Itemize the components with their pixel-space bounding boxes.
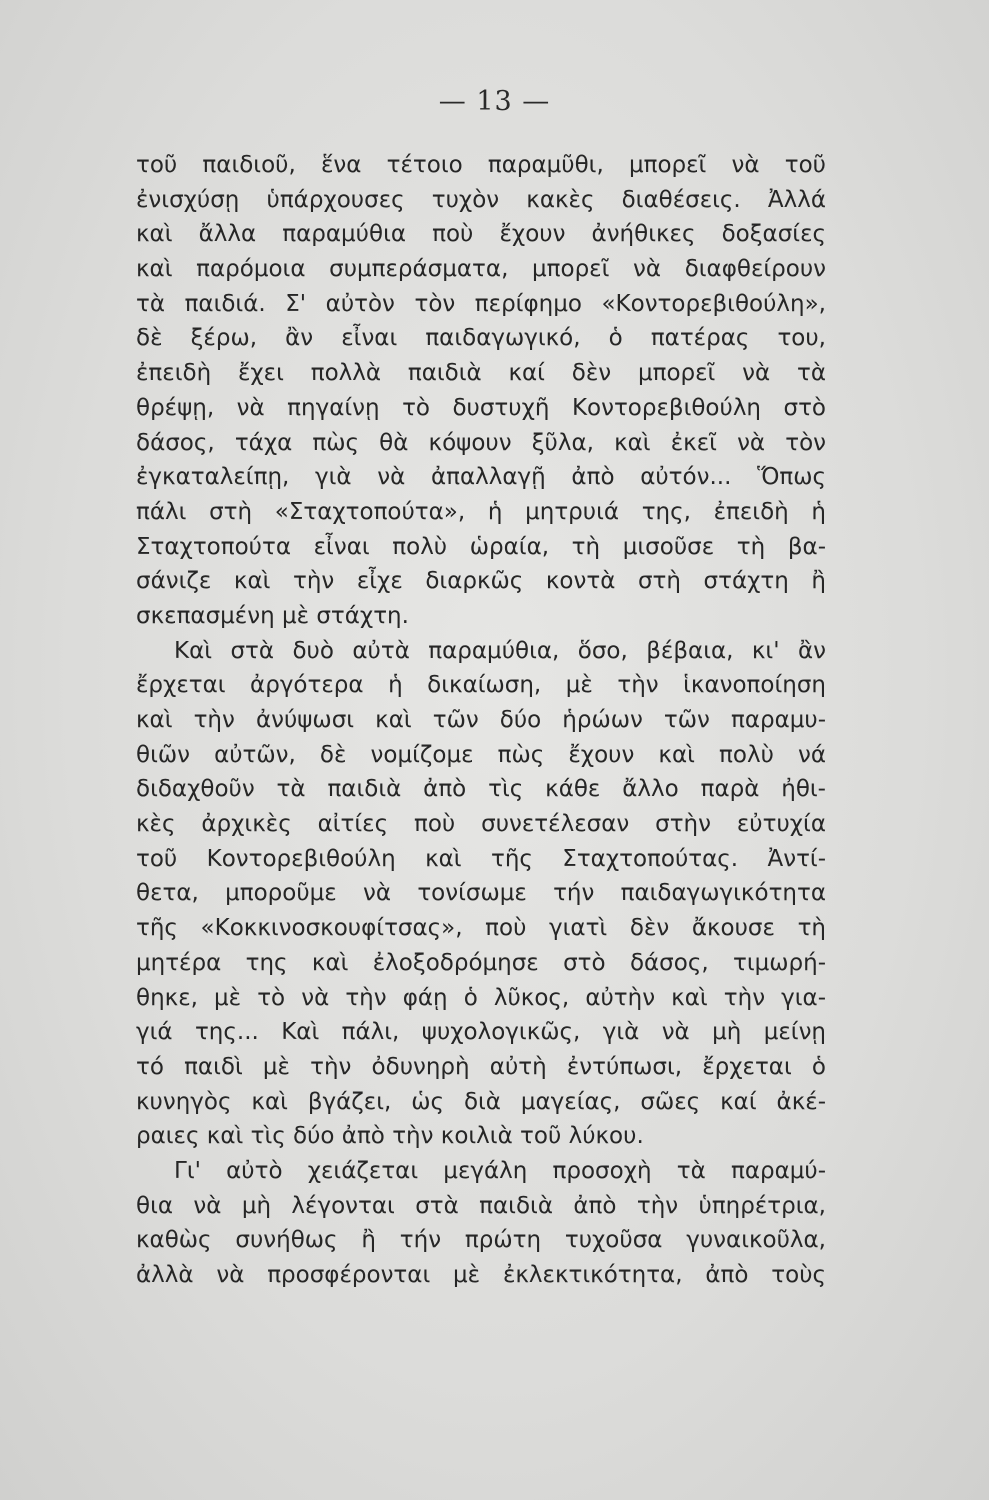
text-line: δὲ ξέρω, ἂν εἶναι παιδαγωγικό, ὁ πατέρας του, bbox=[136, 325, 826, 352]
text-line: κυνηγὸς καὶ βγάζει, ὡς διὰ μαγείας, σῶες καί ἀκέ- bbox=[136, 1088, 826, 1115]
text-line: δάσος, τάχα πὼς θὰ κόψουν ξῦλα, καὶ ἐκεῖ νὰ τὸν bbox=[136, 429, 826, 456]
text-line: καὶ τὴν ἀνύψωσι καὶ τῶν δύο ἡρώων τῶν παραμυ- bbox=[136, 707, 826, 733]
text-line: θηκε, μὲ τὸ νὰ τὴν φάῃ ὁ λῦκος, αὐτὴν καὶ τὴν για- bbox=[136, 984, 826, 1011]
body-text bbox=[136, 148, 826, 1293]
text-line: καθὼς συνήθως ἢ τήν πρώτη τυχοῦσα γυναικοῦλα, bbox=[136, 1227, 826, 1254]
text-line: ἐγκαταλείπῃ, γιὰ νὰ ἀπαλλαγῇ ἀπὸ αὐτόν... Ὅπως bbox=[136, 464, 826, 491]
text-line: ραιες καὶ τὶς δύο ἀπὸ τὴν κοιλιὰ τοῦ λύκου. bbox=[136, 1123, 644, 1150]
text-line: τοῦ Κοντορεβιθούλη καὶ τῆς Σταχτοπούτας. Ἀντί- bbox=[136, 845, 826, 872]
text-line: καὶ ἄλλα παραμύθια ποὺ ἔχουν ἀνήθικες δοξασίες bbox=[136, 221, 826, 248]
text-line: θιῶν αὐτῶν, δὲ νομίζομε πὼς ἔχουν καὶ πολὺ νά bbox=[136, 741, 826, 768]
text-line: ἀλλὰ νὰ προσφέρονται μὲ ἐκλεκτικότητα, ἀπὸ τοὺς bbox=[136, 1262, 826, 1288]
text-line: Καὶ στὰ δυὸ αὐτὰ παραμύθια, ὅσο, βέβαια, κι' ἂν bbox=[174, 637, 826, 664]
text-line: διδαχθοῦν τὰ παιδιὰ ἀπὸ τὶς κάθε ἄλλο παρὰ ἠθι- bbox=[136, 776, 826, 803]
text-line: θια νὰ μὴ λέγονται στὰ παιδιὰ ἀπὸ τὴν ὑπηρέτρια, bbox=[136, 1192, 826, 1219]
text-line: Γι' αὐτὸ χειάζεται μεγάλη προσοχὴ τὰ παραμύ- bbox=[174, 1157, 826, 1184]
text-line: κὲς ἀρχικὲς αἰτίες ποὺ συνετέλεσαν στὴν εὐτυχία bbox=[136, 811, 826, 838]
text-line: γιά της... Καὶ πάλι, ψυχολογικῶς, γιὰ νὰ μὴ μείνῃ bbox=[136, 1019, 826, 1046]
text-line: τοῦ παιδιοῦ, ἕνα τέτοιο παραμῦθι, μπορεῖ νὰ τοῦ bbox=[136, 152, 826, 178]
page-number: — 13 — bbox=[438, 86, 551, 117]
text-line: ἔρχεται ἀργότερα ἡ δικαίωση, μὲ τὴν ἱκανοποίηση bbox=[136, 672, 826, 699]
text-line: τὰ παιδιά. Σ' αὐτὸν τὸν περίφημο «Κοντορεβιθούλη», bbox=[136, 290, 826, 317]
text-line: σάνιζε καὶ τὴν εἶχε διαρκῶς κοντὰ στὴ στάχτη ἢ bbox=[136, 568, 826, 595]
text-line: Σταχτοπούτα εἶναι πολὺ ὡραία, τὴ μισοῦσε τὴ βα- bbox=[136, 533, 826, 560]
text-line: θρέψῃ, νὰ πηγαίνῃ τὸ δυστυχῆ Κοντορεβιθούλη στὸ bbox=[136, 394, 826, 421]
text-line: τῆς «Κοκκινοσκουφίτσας», ποὺ γιατὶ δὲν ἄκουσε τὴ bbox=[136, 915, 826, 942]
text-line: σκεπασμένη μὲ στάχτη. bbox=[136, 602, 409, 629]
text-line: πάλι στὴ «Σταχτοπούτα», ἡ μητρυιά της, ἐπειδὴ ἡ bbox=[136, 498, 826, 525]
text-line: θετα, μποροῦμε νὰ τονίσωμε τήν παιδαγωγικότητα bbox=[136, 880, 826, 907]
text-line: καὶ παρόμοια συμπεράσματα, μπορεῖ νὰ διαφθείρουν bbox=[136, 256, 826, 283]
text-line: ἐνισχύσῃ ὑπάρχουσες τυχὸν κακὲς διαθέσεις. Ἀλλά bbox=[136, 186, 826, 213]
text-line: ἐπειδὴ ἔχει πολλὰ παιδιὰ καί δὲν μπορεῖ νὰ τὰ bbox=[136, 360, 826, 387]
text-line: τό παιδὶ μὲ τὴν ὀδυνηρὴ αὐτὴ ἐντύπωσι, ἔρχεται ὁ bbox=[136, 1053, 826, 1080]
text-line: μητέρα της καὶ ἐλοξοδρόμησε στὸ δάσος, τιμωρή- bbox=[136, 949, 826, 976]
